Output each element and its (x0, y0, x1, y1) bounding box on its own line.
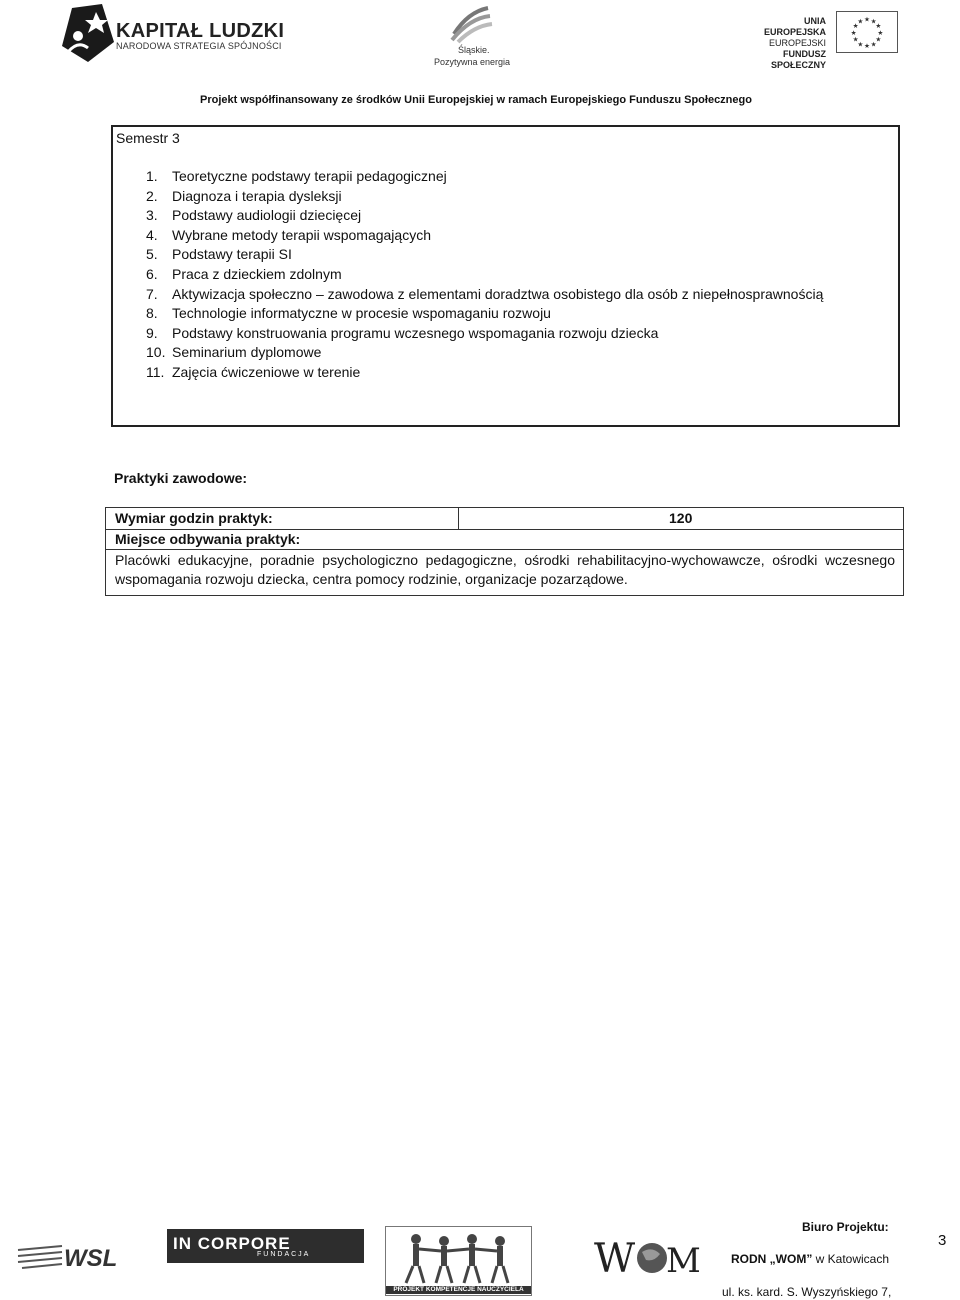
course-name: Technologie informatyczne w procesie wspomaganiu rozwoju (172, 305, 551, 322)
course-name: Podstawy terapii SI (172, 246, 292, 263)
svg-text:M: M (666, 1241, 701, 1281)
list-item (146, 285, 906, 305)
svg-text:★: ★ (864, 15, 870, 24)
hours-label: Wymiar godzin praktyk: (115, 510, 273, 526)
course-name: Podstawy konstruowania programu wczesnego wspomagania rozwoju dziecka (172, 324, 659, 341)
course-number: 9. (146, 324, 158, 341)
course-number: 2. (146, 187, 158, 204)
svg-text:★: ★ (877, 28, 884, 37)
table-row (106, 530, 903, 550)
svg-text:★: ★ (870, 17, 877, 26)
course-number: 4. (146, 226, 158, 243)
eu-flag-icon (836, 11, 898, 53)
svg-text:W: W (594, 1236, 636, 1282)
list-item (146, 343, 906, 363)
svg-text:★: ★ (870, 40, 877, 49)
svg-text:★: ★ (857, 17, 864, 26)
svg-text:★: ★ (875, 35, 882, 44)
list-item (146, 187, 906, 207)
kompetencje-nauczyciela-caption: PROJEKT KOMPETENCJE NAUCZYCIELA (386, 1286, 531, 1294)
project-cofinancing-line (0, 94, 960, 106)
rodn-wom-city: w Katowicach (812, 1252, 890, 1266)
in-corpore-title: IN CORPORE (173, 1234, 291, 1253)
svg-text:★: ★ (857, 40, 864, 49)
list-item (146, 206, 906, 226)
svg-text:WSL: WSL (64, 1245, 118, 1272)
page-number: 3 (938, 1232, 947, 1249)
course-list (146, 167, 906, 383)
kapital-ludzki-title: KAPITAŁ LUDZKI (116, 20, 285, 42)
slaskie-logo (448, 4, 494, 44)
project-office-address: ul. ks. kard. S. Wyszyńskiego 7, (722, 1285, 892, 1299)
course-name: Aktywizacja społeczno – zawodowa z elementami doradztwa osobistego dla osób z niepełnosprawnością (172, 285, 824, 302)
svg-text:★: ★ (850, 28, 857, 37)
course-number: 11. (146, 363, 165, 380)
list-item (146, 226, 906, 246)
course-number: 5. (146, 246, 158, 263)
course-number: 8. (146, 305, 158, 322)
course-name: Zajęcia ćwiczeniowe w terenie (172, 363, 361, 380)
course-name: Seminarium dyplomowe (172, 344, 322, 361)
kapital-ludzki-logo (58, 2, 118, 64)
practice-heading: Praktyki zawodowe: (114, 470, 248, 486)
project-office-label: Biuro Projektu: (802, 1220, 889, 1234)
list-item (146, 363, 906, 383)
course-number: 6. (146, 265, 158, 282)
slaskie-name: Śląskie. (458, 45, 490, 55)
list-item (146, 245, 906, 265)
in-corpore-subtitle: FUNDACJA (257, 1251, 311, 1258)
project-cofinancing-text: Projekt współfinansowany ze środków Unii Europejskiej w ramach Europejskiego Funduszu Społecznego (200, 94, 752, 106)
people-icon (386, 1229, 531, 1287)
eu-line-1: UNIA EUROPEJSKA (763, 16, 826, 37)
list-item (146, 265, 906, 285)
place-label: Miejsce odbywania praktyk: (115, 531, 301, 547)
course-name: Praca z dzieckiem zdolnym (172, 265, 342, 282)
svg-text:★: ★ (875, 22, 882, 31)
slaskie-tagline: Pozytywna energia (434, 57, 511, 67)
practice-table (105, 507, 904, 596)
in-corpore-logo (167, 1229, 364, 1263)
wom-logo (594, 1228, 706, 1284)
list-item (146, 304, 906, 324)
wsl-logo (16, 1228, 148, 1278)
svg-text:★: ★ (852, 22, 859, 31)
rodn-wom-line (731, 1252, 889, 1266)
kapital-ludzki-subtitle: NARODOWA STRATEGIA SPÓJNOŚCI (116, 41, 282, 51)
svg-text:★: ★ (864, 42, 870, 51)
course-number: 1. (146, 168, 158, 184)
course-name: Teoretyczne podstawy terapii pedagogicznej (172, 168, 447, 184)
list-item (146, 167, 906, 187)
kompetencje-nauczyciela-logo (385, 1226, 532, 1296)
semester-title: Semestr 3 (116, 130, 180, 146)
course-number: 10. (146, 344, 166, 361)
place-text: Placówki edukacyjne, poradnie psychologiczno pedagogiczne, ośrodki rehabilitacyjno-wychowawcze, ośrodki wczesnego wspomagania rozwoju dziecka, centra pomocy rodzinie, organizacje pozarządowe. (115, 552, 895, 587)
course-number: 3. (146, 207, 158, 224)
course-number: 7. (146, 285, 158, 302)
table-row (106, 508, 903, 530)
course-name: Podstawy audiologii dziecięcej (172, 207, 362, 224)
svg-text:★: ★ (852, 35, 859, 44)
course-name: Diagnoza i terapia dysleksji (172, 187, 342, 204)
eu-line-2: EUROPEJSKI (768, 38, 826, 48)
course-name: Wybrane metody terapii wspomagających (172, 226, 431, 243)
eu-text (740, 16, 826, 71)
eu-line-3: FUNDUSZ SPOŁECZNY (770, 49, 826, 70)
list-item (146, 324, 906, 344)
hours-value: 120 (669, 510, 693, 526)
cell-divider (458, 508, 459, 529)
rodn-wom-name: RODN „WOM” (731, 1252, 813, 1266)
